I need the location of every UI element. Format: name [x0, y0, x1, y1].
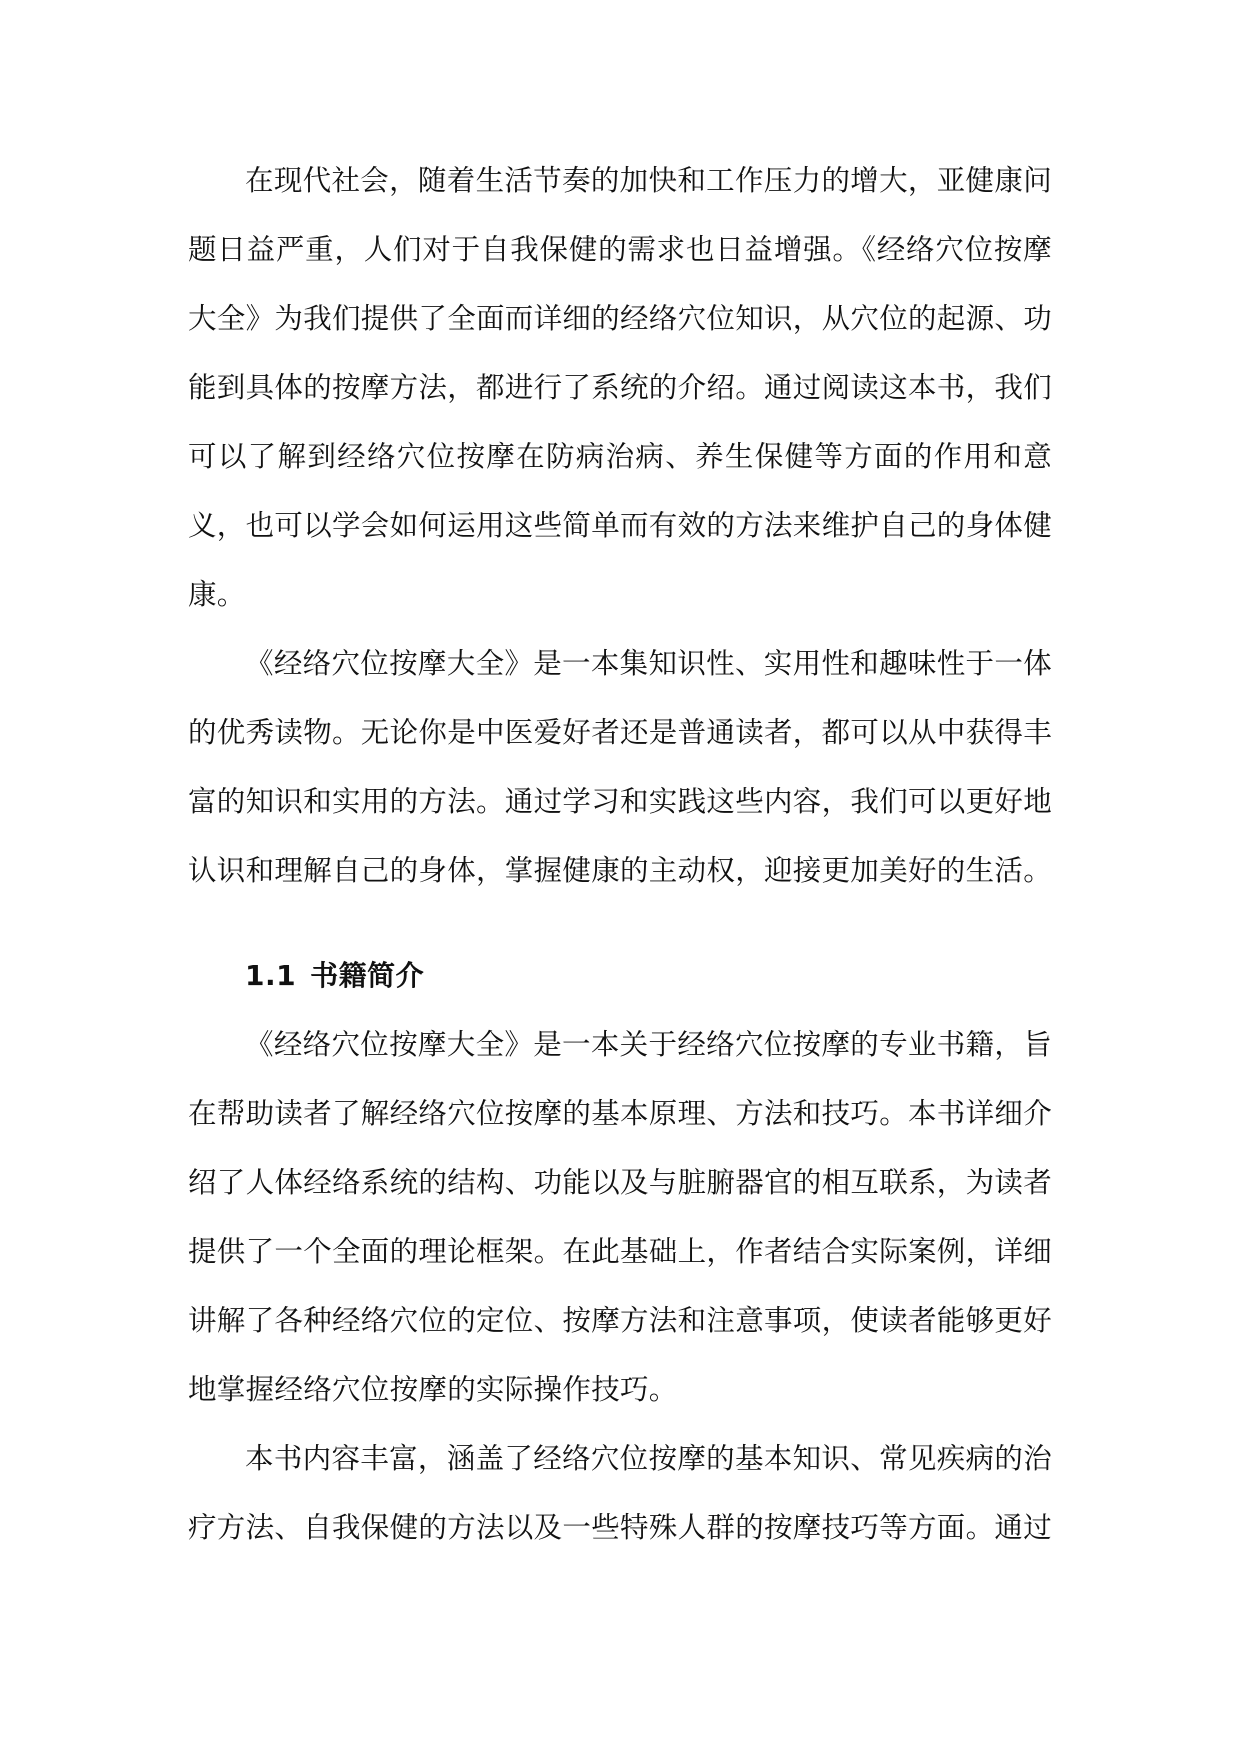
section-number: 1.1 — [245, 959, 297, 992]
section-heading — [188, 941, 1052, 1010]
page-body — [188, 146, 1052, 1562]
paragraph-intro-1: 在现代社会，随着生活节奏的加快和工作压力的增大，亚健康问题日益严重，人们对于自我保健的需求也日益增强。《经络穴位按摩大全》为我们提供了全面而详细的经络穴位知识，从穴位的起源、功能到具体的按摩方法，都进行了系统的介绍。通过阅读这本书，我们可以了解到经络穴位按摩在防病治病、养生保健等方面的作用和意义，也可以学会如何运用这些简单而有效的方法来维护自己的身体健康。 — [188, 164, 1053, 611]
paragraph-intro-2: 《经络穴位按摩大全》是一本集知识性、实用性和趣味性于一体的优秀读物。无论你是中医爱好者还是普通读者，都可以从中获得丰富的知识和实用的方法。通过学习和实践这些内容，我们可以更好地认识和理解自己的身体，掌握健康的主动权，迎接更加美好的生活。 — [188, 647, 1053, 887]
section-title: 书籍简介 — [310, 959, 425, 992]
paragraph-section-2: 本书内容丰富，涵盖了经络穴位按摩的基本知识、常见疾病的治疗方法、自我保健的方法以及一些特殊人群的按摩技巧等方面。通过 — [188, 1442, 1053, 1544]
paragraph-section-1: 《经络穴位按摩大全》是一本关于经络穴位按摩的专业书籍，旨在帮助读者了解经络穴位按摩的基本原理、方法和技巧。本书详细介绍了人体经络系统的结构、功能以及与脏腑器官的相互联系，为读者提供了一个全面的理论框架。在此基础上，作者结合实际案例，详细讲解了各种经络穴位的定位、按摩方法和注意事项，使读者能够更好地掌握经络穴位按摩的实际操作技巧。 — [188, 1028, 1053, 1406]
